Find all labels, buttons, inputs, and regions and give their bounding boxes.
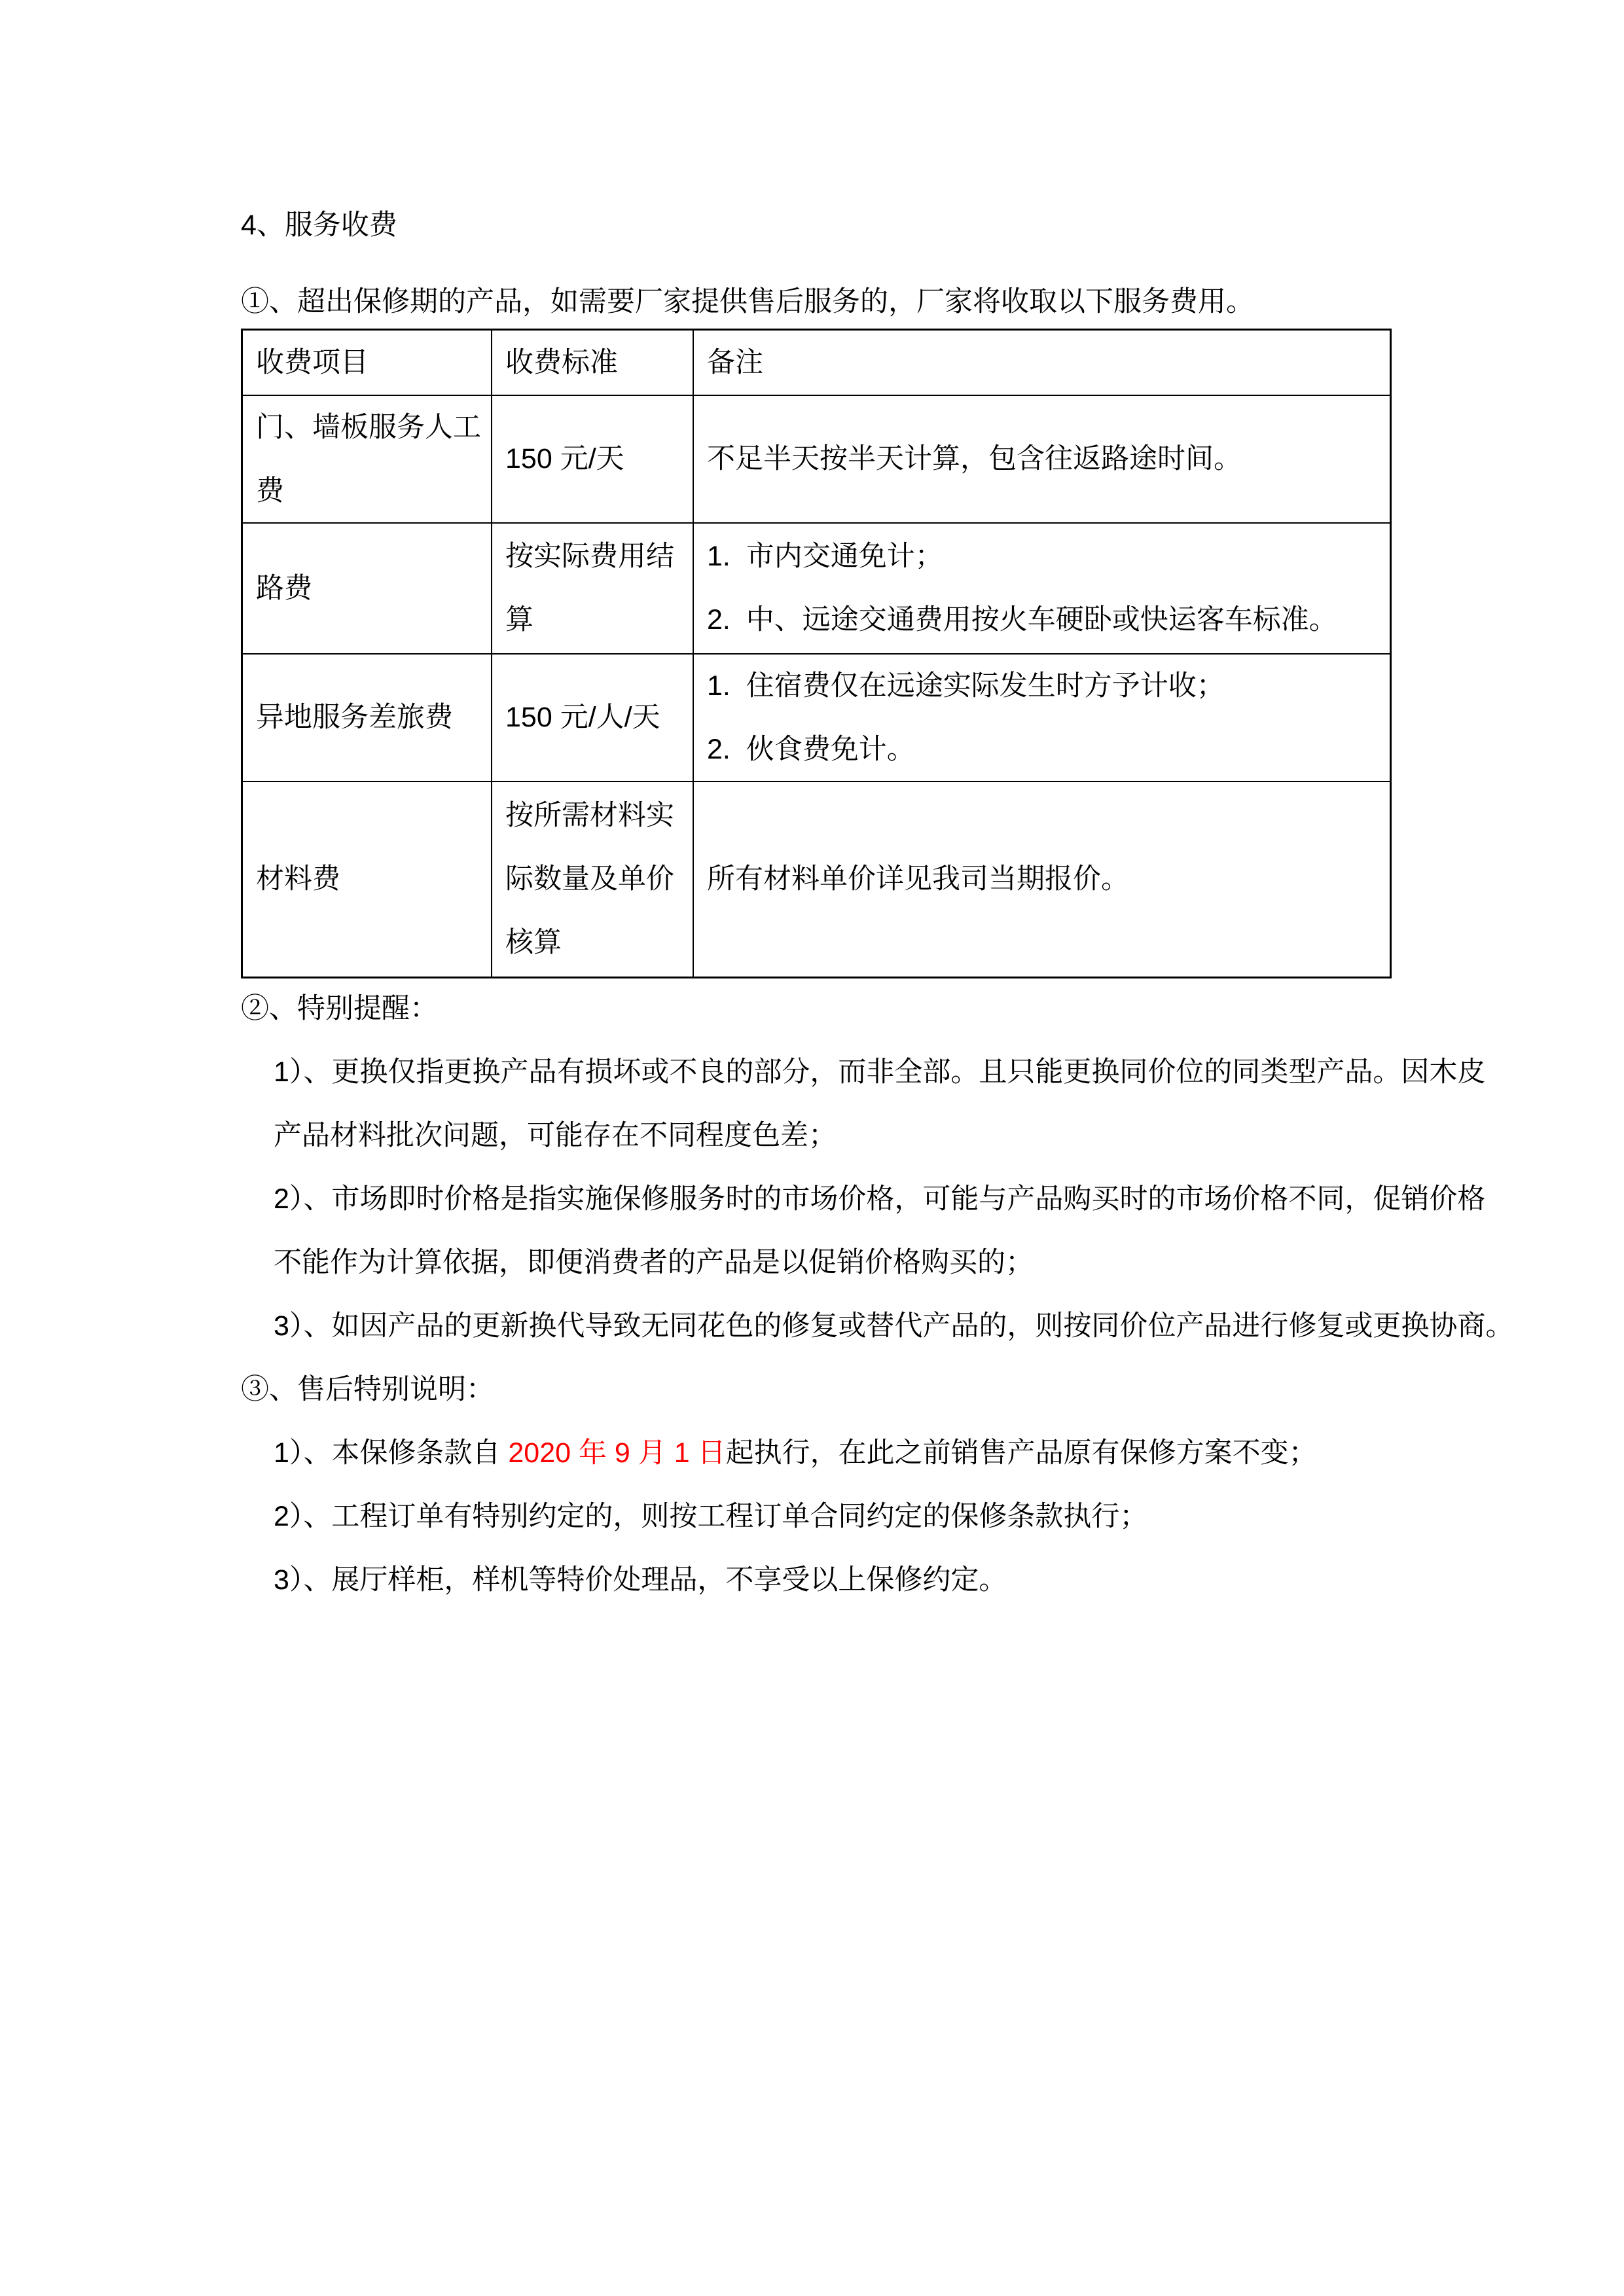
fee-table-row2-standard: 按实际费用结 算	[492, 524, 694, 655]
aftersale-item-1	[274, 1422, 1585, 1485]
fee-table-row1-standard: 150 元/天	[492, 396, 694, 524]
fee-table-row3-item: 异地服务差旅费	[243, 655, 492, 782]
effective-date-highlight: 2020 年 9 月 1 日	[508, 1437, 726, 1469]
aftersale-item-1-suffix: 起执行，在此之前销售产品原有保修方案不变；	[725, 1437, 1317, 1469]
fee-table-header-item: 收费项目	[243, 331, 492, 396]
reminder-section-heading: ②、特别提醒：	[241, 993, 438, 1024]
fee-table-row1-item: 门、墙板服务人工 费	[243, 396, 492, 524]
fee-table-row3-standard: 150 元/人/天	[492, 655, 694, 782]
intro-paragraph: ①、超出保修期的产品，如需要厂家提供售后服务的，厂家将收取以下服务费用。	[241, 286, 1254, 317]
aftersale-item-3: 3）、展厅样柜，样机等特价处理品，不享受以上保修约定。	[274, 1564, 1007, 1596]
aftersale-item-1-prefix: 1）、本保修条款自	[274, 1437, 509, 1469]
reminder-item-1: 1）、更换仅指更换产品有损坏或不良的部分，而非全部。且只能更换同价位的同类型产品。因木皮 产品材料批次问题，可能存在不同程度色差；	[274, 1056, 1486, 1151]
fee-table-row4-standard: 按所需材料实 际数量及单价 核算	[492, 782, 694, 977]
fee-table-header-note: 备注	[694, 331, 1390, 396]
section-title: 4、服务收费	[241, 209, 397, 241]
fee-table-row2-item: 路费	[243, 524, 492, 655]
fee-table-row2-note: 1. 市内交通免计； 2. 中、远途交通费用按火车硬卧或快运客车标准。	[694, 524, 1390, 655]
aftersale-section-heading: ③、售后特别说明：	[241, 1374, 494, 1405]
fee-table-row3-note: 1. 住宿费仅在远途实际发生时方予计收； 2. 伙食费免计。	[694, 655, 1390, 782]
reminder-item-2: 2）、市场即时价格是指实施保修服务时的市场价格，可能与产品购买时的市场价格不同，促销价格 不能作为计算依据，即便消费者的产品是以促销价格购买的；	[274, 1183, 1486, 1278]
fee-table-row4-item: 材料费	[243, 782, 492, 977]
aftersale-item-2: 2）、工程订单有特别约定的，则按工程订单合同约定的保修条款执行；	[274, 1501, 1148, 1532]
fee-table-row1-note: 不足半天按半天计算，包含往返路途时间。	[694, 396, 1390, 524]
fee-table-row4-note: 所有材料单价详见我司当期报价。	[707, 863, 1129, 895]
fee-table	[241, 329, 1392, 978]
fee-table-header-standard: 收费标准	[492, 331, 694, 396]
reminder-item-3: 3）、如因产品的更新换代导致无同花色的修复或替代产品的，则按同价位产品进行修复或更换协商。	[274, 1310, 1514, 1342]
